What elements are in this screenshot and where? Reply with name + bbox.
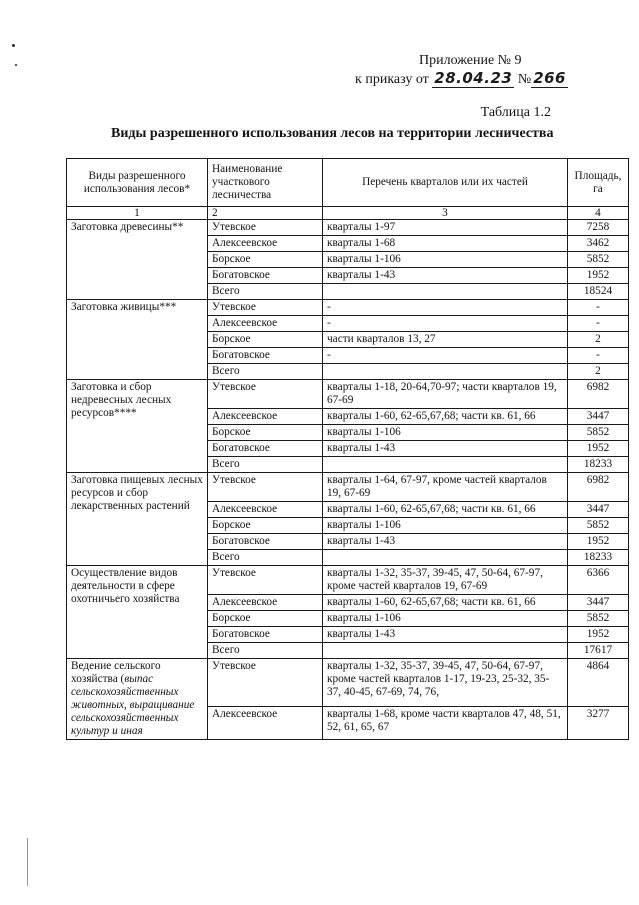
quarters-cell: кварталы 1-32, 35-37, 39-45, 47, 50-64, 67-97, кроме частей кварталов 19, 67-69 [323,566,568,595]
forest-use-table [66,158,629,740]
area-cell: 18524 [568,284,629,300]
area-cell: - [568,300,629,316]
quarters-cell: кварталы 1-60, 62-65,67,68; части кв. 61, 66 [323,502,568,518]
quarters-cell: кварталы 1-43 [323,268,568,284]
table-caption: Виды разрешенного использования лесов на территории лесничества [111,126,554,141]
forestry-cell: Алексеевское [208,236,323,252]
quarters-cell: кварталы 1-60, 62-65,67,68; части кв. 61, 66 [323,595,568,611]
forestry-cell: Богатовское [208,348,323,364]
forestry-cell: Всего [208,284,323,300]
area-cell: 1952 [568,627,629,643]
table-body [67,220,629,740]
forestry-cell: Борское [208,611,323,627]
quarters-cell: кварталы 1-18, 20-64,70-97; части кварталов 19, 67-69 [323,380,568,409]
use-type-label: Ведение сельского хозяйства ( [71,660,161,685]
table-row [67,220,629,236]
area-cell: 18233 [568,457,629,473]
area-cell: 6982 [568,380,629,409]
order-date-handwritten: 28.04.23 [434,69,513,87]
table-row [67,659,629,707]
forestry-cell: Алексеевское [208,316,323,332]
column-number: 2 [208,207,323,220]
area-cell: - [568,348,629,364]
forestry-cell: Всего [208,550,323,566]
use-type-detail: выпас сельскохозяйственных животных, выращивание сельскохозяйственных культур и иная [71,673,195,737]
area-cell: 2 [568,364,629,380]
area-cell: 7258 [568,220,629,236]
area-cell: 4864 [568,659,629,707]
quarters-cell: кварталы 1-32, 35-37, 39-45, 47, 50-64, 67-97, кроме частей кварталов 1-17, 19-23, 25-32, 35-37, 40-45, 67-69, 74, 76, [323,659,568,707]
quarters-cell: кварталы 1-43 [323,441,568,457]
use-type-label: Заготовка древесины** [71,221,184,233]
quarters-cell: кварталы 1-60, 62-65,67,68; части кв. 61, 66 [323,409,568,425]
forestry-cell: Борское [208,252,323,268]
forestry-cell: Утевское [208,659,323,707]
use-type-label: Заготовка пищевых лесных ресурсов и сбор лекарственных растений [71,474,203,512]
quarters-cell: - [323,300,568,316]
appendix-line: Приложение № 9 [419,53,522,68]
scan-speck [12,44,15,47]
table-row [67,300,629,316]
quarters-cell: кварталы 1-68 [323,236,568,252]
quarters-cell [323,284,568,300]
scan-speck [15,64,17,66]
forestry-cell: Утевское [208,473,323,502]
scan-margin-line [27,838,28,886]
use-type-cell [67,659,208,740]
column-number: 1 [67,207,208,220]
area-cell: 5852 [568,252,629,268]
area-cell: 18233 [568,550,629,566]
use-type-label: Заготовка живицы*** [71,301,177,313]
quarters-cell: - [323,316,568,332]
header-use-type: Виды разрешенного использования лесов* [67,159,208,207]
area-cell: 6366 [568,566,629,595]
table-row [67,380,629,409]
forestry-cell: Богатовское [208,268,323,284]
header-area: Площадь, га [568,159,629,207]
forestry-cell: Утевское [208,380,323,409]
use-type-cell [67,566,208,659]
area-cell: 3447 [568,409,629,425]
forestry-cell: Всего [208,364,323,380]
area-cell: 3447 [568,502,629,518]
table-row [67,473,629,502]
number-prefix: № [517,72,532,87]
area-cell: 5852 [568,518,629,534]
column-number: 4 [568,207,629,220]
quarters-cell: части кварталов 13, 27 [323,332,568,348]
quarters-cell: кварталы 1-64, 67-97, кроме частей кварталов 19, 67-69 [323,473,568,502]
order-prefix: к приказу от [355,72,429,87]
forestry-cell: Утевское [208,220,323,236]
quarters-cell [323,550,568,566]
forestry-cell: Утевское [208,566,323,595]
area-cell: 2 [568,332,629,348]
forestry-cell: Борское [208,332,323,348]
quarters-cell [323,364,568,380]
use-type-label: Осуществление видов деятельности в сфере охотничьего хозяйства [71,567,180,605]
area-cell: 6982 [568,473,629,502]
use-type-cell [67,473,208,566]
header-forestry: Наименование участкового лесничества [208,159,323,207]
quarters-cell: - [323,348,568,364]
forestry-cell: Алексеевское [208,706,323,739]
table-number: Таблица 1.2 [480,105,551,120]
forestry-cell: Богатовское [208,534,323,550]
quarters-cell: кварталы 1-68, кроме части кварталов 47, 48, 51, 52, 61, 65, 67 [323,706,568,739]
area-cell: 1952 [568,268,629,284]
header-quarters: Перечень кварталов или их частей [323,159,568,207]
forestry-cell: Борское [208,518,323,534]
area-cell: 1952 [568,441,629,457]
area-cell: 3277 [568,706,629,739]
use-type-label: Заготовка и сбор недревесных лесных ресурсов**** [71,381,172,419]
forestry-cell: Алексеевское [208,595,323,611]
use-type-cell [67,220,208,300]
use-type-cell [67,380,208,473]
forestry-cell: Утевское [208,300,323,316]
order-line [355,70,568,88]
area-cell: 5852 [568,425,629,441]
forestry-cell: Богатовское [208,441,323,457]
quarters-cell [323,643,568,659]
area-cell: 17617 [568,643,629,659]
forestry-cell: Борское [208,425,323,441]
area-cell: - [568,316,629,332]
forestry-cell: Всего [208,643,323,659]
area-cell: 3447 [568,595,629,611]
area-cell: 3462 [568,236,629,252]
quarters-cell: кварталы 1-106 [323,252,568,268]
quarters-cell: кварталы 1-97 [323,220,568,236]
quarters-cell [323,457,568,473]
area-cell: 5852 [568,611,629,627]
forestry-cell: Алексеевское [208,502,323,518]
quarters-cell: кварталы 1-106 [323,611,568,627]
forestry-cell: Богатовское [208,627,323,643]
column-number: 3 [323,207,568,220]
order-number-handwritten: 266 [533,69,566,87]
forestry-cell: Алексеевское [208,409,323,425]
quarters-cell: кварталы 1-43 [323,534,568,550]
table-row [67,566,629,595]
area-cell: 1952 [568,534,629,550]
appendix-block [355,53,568,88]
quarters-cell: кварталы 1-106 [323,425,568,441]
quarters-cell: кварталы 1-43 [323,627,568,643]
quarters-cell: кварталы 1-106 [323,518,568,534]
use-type-cell [67,300,208,380]
forestry-cell: Всего [208,457,323,473]
